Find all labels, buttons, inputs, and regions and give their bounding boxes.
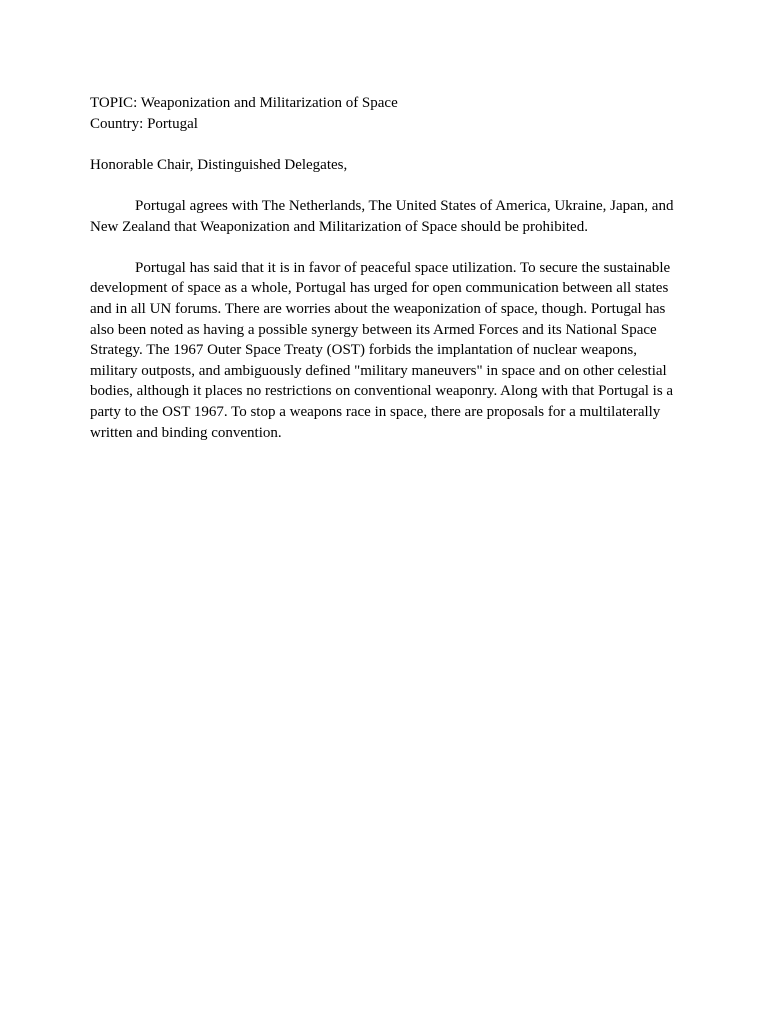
paragraph-2-line: development of space as a whole, Portugal has urged for open communication between all states — [90, 280, 669, 297]
paragraph-1-line: Portugal agrees with The Netherlands, The United States of America, Ukraine, Japan, and — [135, 197, 674, 214]
paragraph-2-line: Portugal has said that it is in favor of peaceful space utilization. To secure the sustainable — [135, 259, 671, 276]
paragraph-2-line: military outposts, and ambiguously defined "military maneuvers" in space and on other celestial — [90, 362, 667, 379]
paragraph-2-line: bodies, although it places no restrictions on conventional weaponry. Along with that Portugal is a — [90, 383, 674, 400]
paragraph-2-line: also been noted as having a possible synergy between its Armed Forces and its National Space — [90, 321, 657, 338]
paragraph-2-line: Strategy. The 1967 Outer Space Treaty (OST) forbids the implantation of nuclear weapons, — [90, 342, 637, 359]
paragraph-1-line: New Zealand that Weaponization and Militarization of Space should be prohibited. — [90, 218, 588, 235]
country-line: Country: Portugal — [90, 115, 198, 132]
paragraph-1 — [90, 196, 680, 237]
paragraph-2-line: party to the OST 1967. To stop a weapons race in space, there are proposals for a multilaterally — [90, 403, 661, 420]
salutation: Honorable Chair, Distinguished Delegates, — [90, 156, 348, 173]
paragraph-2-line: written and binding convention. — [90, 424, 282, 441]
paragraph-2-line: and in all UN forums. There are worries about the weaponization of space, though. Portugal has — [90, 300, 666, 317]
topic-line: TOPIC: Weaponization and Militarization of Space — [90, 95, 398, 111]
paragraph-2 — [90, 258, 680, 443]
